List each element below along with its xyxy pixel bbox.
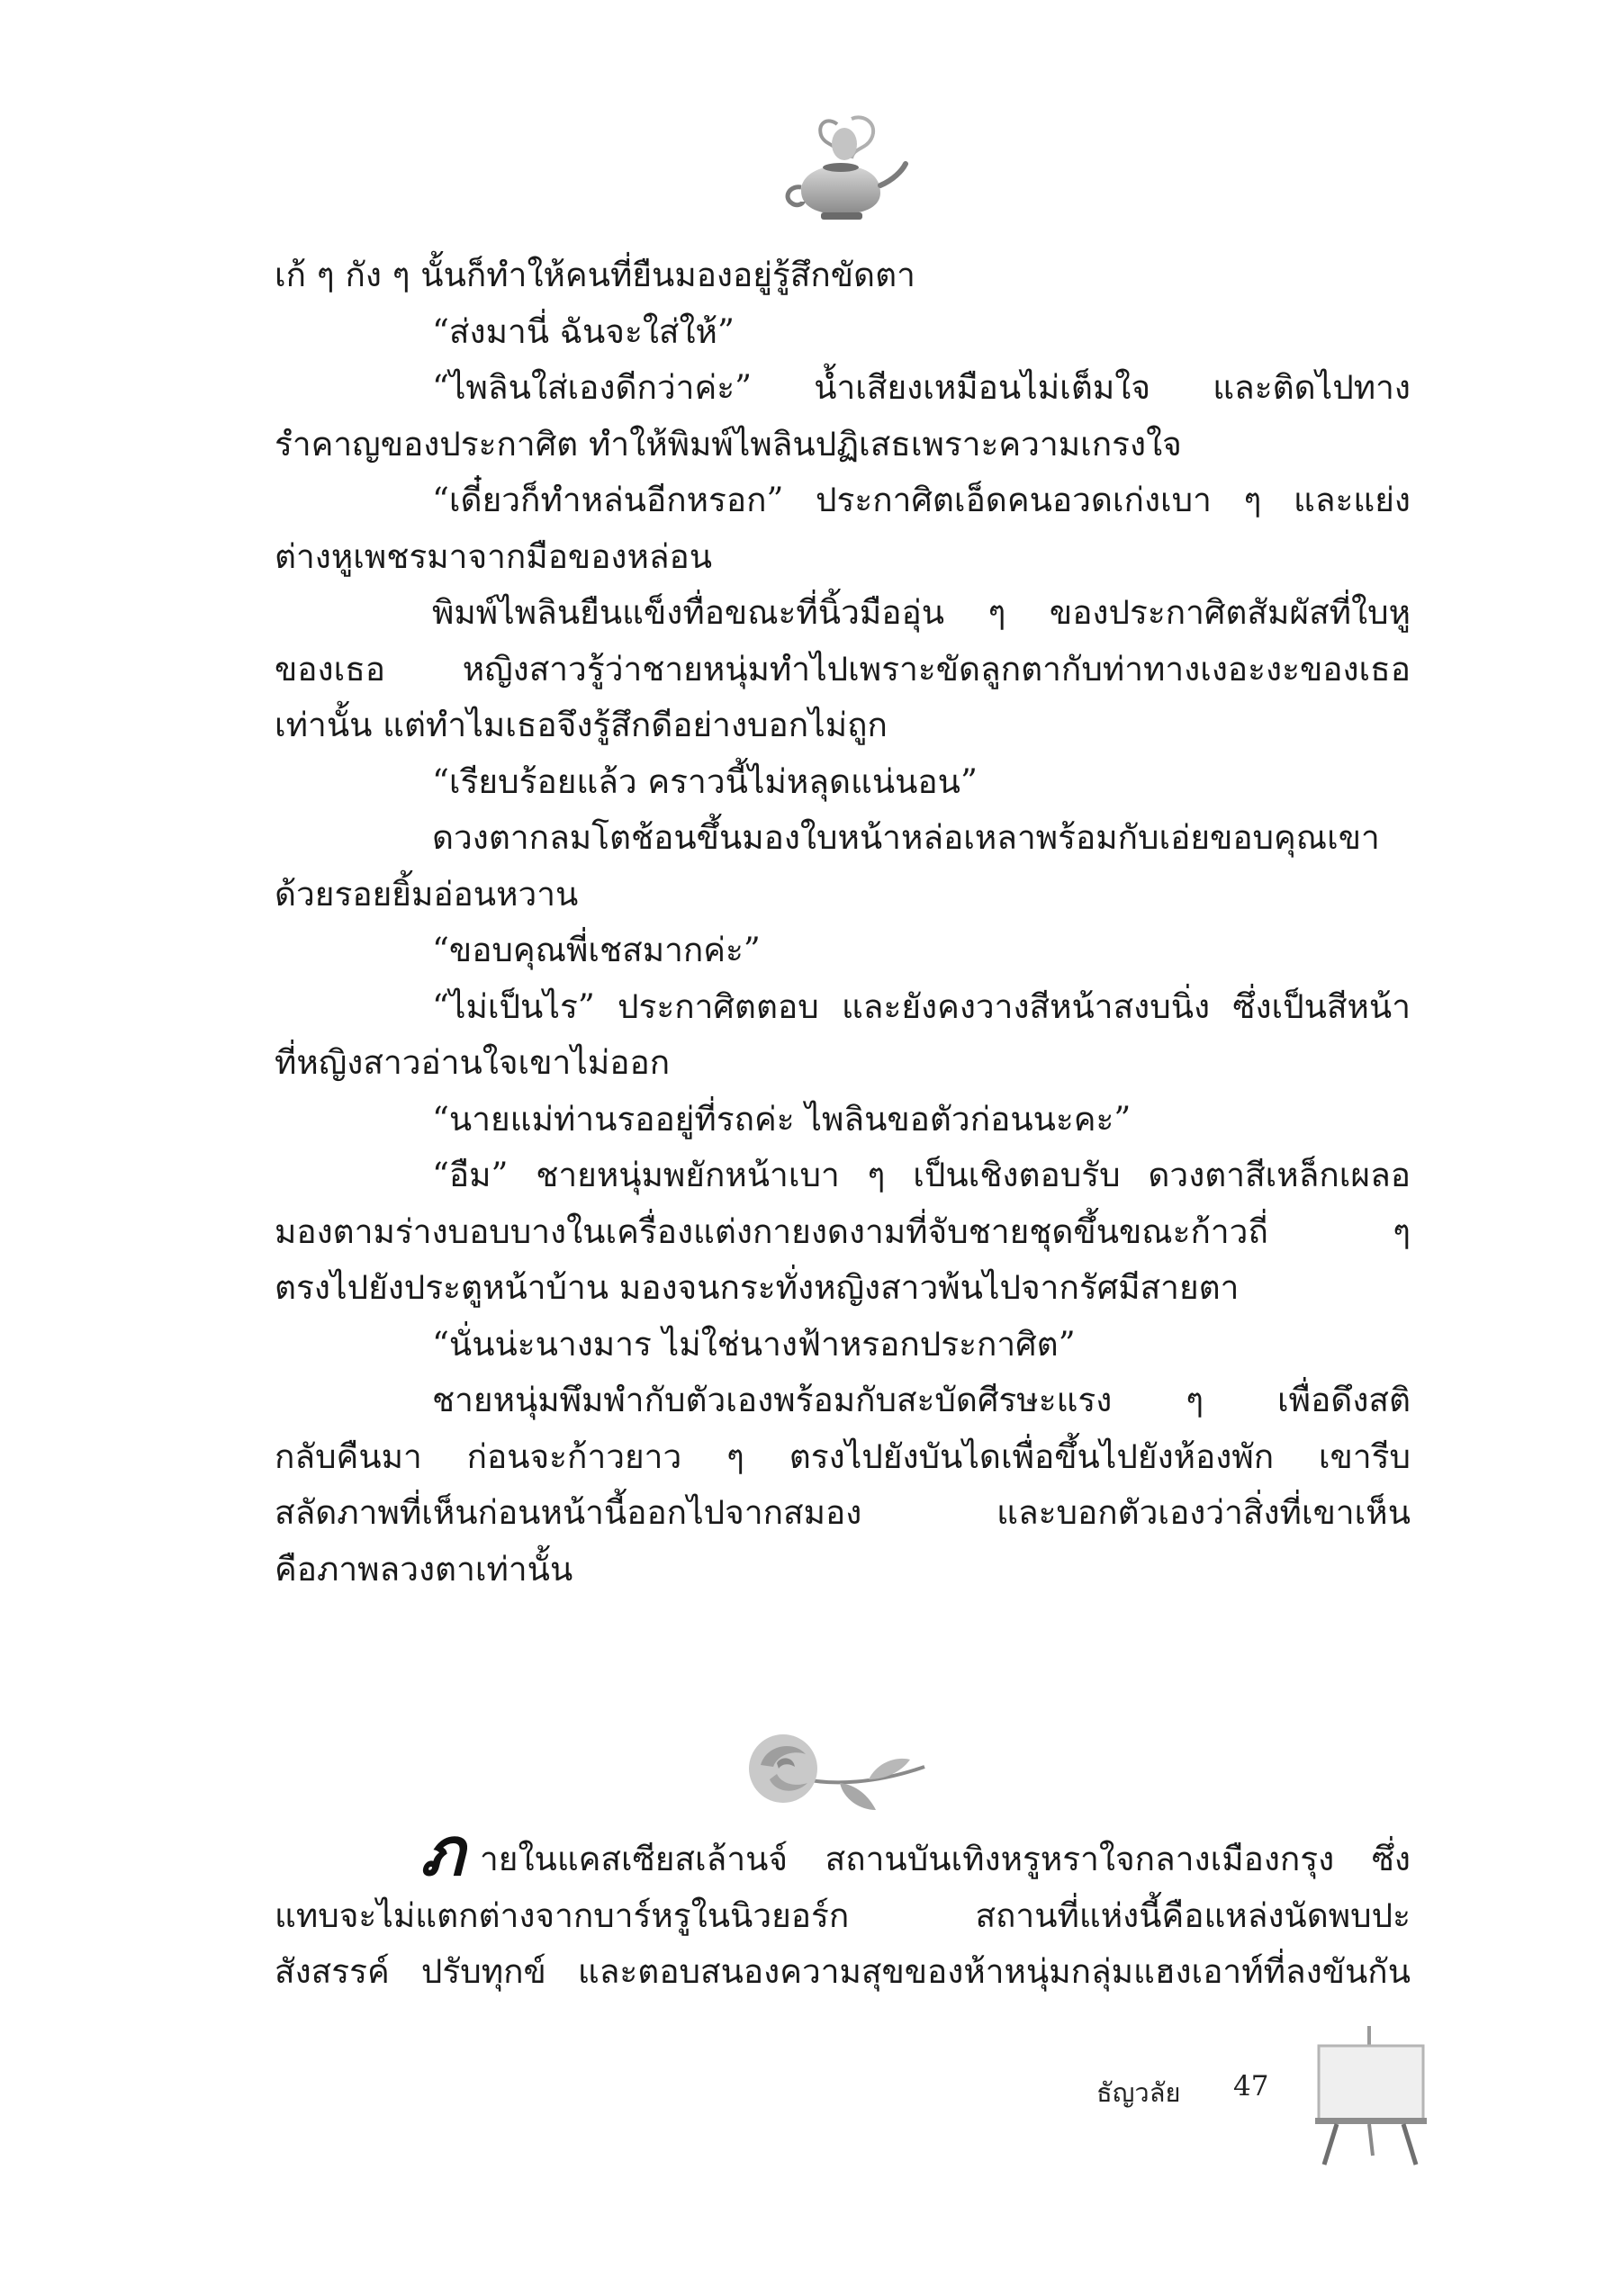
paragraph-line: พิมพ์ไพลินยืนแข็งทื่อขณะที่นิ้วมืออุ่น ๆ ของประกาศิตสัมผัสที่ใบหู [432,593,1411,632]
paragraph-line: สังสรรค์ ปรับทุกข์ และตอบสนองความสุขของห้าหนุ่มกลุ่มแฮงเอาท์ที่ลงขันกัน [275,1952,1411,1991]
paragraph-line: “ไม่เป็นไร” ประกาศิตตอบ และยังคงวางสีหน้าสงบนิ่ง ซึ่งเป็นสีหน้า [432,986,1411,1026]
paragraph-line: “ไพลินใส่เองดีกว่าค่ะ” น้ำเสียงเหมือนไม่เต็มใจ และติดไปทาง [432,368,1411,407]
paragraph-line: ตรงไปยังประตูหน้าบ้าน มองจนกระทั่งหญิงสาวพ้นไปจากรัศมีสายตา [275,1268,1240,1307]
paragraph-line: “นายแม่ท่านรออยู่ที่รถค่ะ ไพลินขอตัวก่อนนะคะ” [432,1099,1132,1139]
paragraph-line: ชายหนุ่มพึมพำกับตัวเองพร้อมกับสะบัดศีรษะแรง ๆ เพื่อดึงสติ [432,1381,1411,1419]
drop-cap-letter: ภ [420,1832,464,1888]
paragraph-line: สลัดภาพที่เห็นก่อนหน้านี้ออกไปจากสมอง และบอกตัวเองว่าสิ่งที่เขาเห็น [275,1493,1411,1532]
paragraph-line: ดวงตากลมโตช้อนขึ้นมองใบหน้าหล่อเหลาพร้อมกับเอ่ยขอบคุณเขา [432,818,1380,857]
rose-icon [734,1724,927,1823]
page-number: 47 [1233,2070,1269,2102]
paragraph-line: คือภาพลวงตาเท่านั้น [275,1549,573,1589]
easel-icon [1310,2021,1431,2169]
paragraph-line: “เดี๋ยวก็ทำหล่นอีกหรอก” ประกาศิตเอ็ดคนอวดเก่งเบา ๆ และแย่ง [432,481,1411,519]
paragraph-line: เก้ ๆ กัง ๆ นั้นก็ทำให้คนที่ยืนมองอยู่รู้สึกขัดตา [275,256,915,294]
paragraph-line: ที่หญิงสาวอ่านใจเขาไม่ออก [275,1043,671,1082]
teapot-fairy-icon [774,108,909,243]
body-text-section2 [275,1832,1411,2001]
dropcap-line-text: ายในแคสเซียสเล้านจ์ สถานบันเทิงหรูหราใจกลางเมืองกรุง ซึ่ง [480,1840,1411,1878]
paragraph-line: ต่างหูเพชรมาจากมือของหล่อน [275,536,713,576]
footer-author: ธัญวลัย [1096,2077,1181,2108]
paragraph-line: มองตามร่างบอบบางในเครื่องแต่งกายงดงามที่จับชายชุดขึ้นขณะก้าวถี่ ๆ [275,1211,1411,1251]
paragraph-line: เท่านั้น แต่ทำไมเธอจึงรู้สึกดีอย่างบอกไม่ถูก [275,706,888,744]
paragraph-line: ของเธอ หญิงสาวรู้ว่าชายหนุ่มทำไปเพราะขัดลูกตากับท่าทางเงอะงะของเธอ [275,649,1411,689]
paragraph-line: แทบจะไม่แตกต่างจากบาร์หรูในนิวยอร์ก สถานที่แห่งนี้คือแหล่งนัดพบปะ [275,1895,1411,1935]
paragraph-line: “ส่งมานี่ ฉันจะใส่ให้” [432,311,735,351]
paragraph-line: “นั่นน่ะนางมาร ไม่ใช่นางฟ้าหรอกประกาศิต” [432,1324,1076,1364]
paragraph-line: กลับคืนมา ก่อนจะก้าวยาว ๆ ตรงไปยังบันไดเพื่อขึ้นไปยังห้องพัก เขารีบ [275,1436,1411,1476]
paragraph-line: “เรียบร้อยแล้ว คราวนี้ไม่หลุดแน่นอน” [432,761,978,801]
paragraph-line: รำคาญของประกาศิต ทำให้พิมพ์ไพลินปฏิเสธเพราะความเกรงใจ [275,424,1182,464]
paragraph-line: “อืม” ชายหนุ่มพยักหน้าเบา ๆ เป็นเชิงตอบรับ ดวงตาสีเหล็กเผลอ [432,1156,1411,1194]
body-text-top [275,248,1411,1598]
paragraph-line: ด้วยรอยยิ้มอ่อนหวาน [275,874,579,914]
dropcap-paragraph-line [275,1832,1411,1888]
paragraph-line: “ขอบคุณพี่เชสมากค่ะ” [432,931,761,969]
